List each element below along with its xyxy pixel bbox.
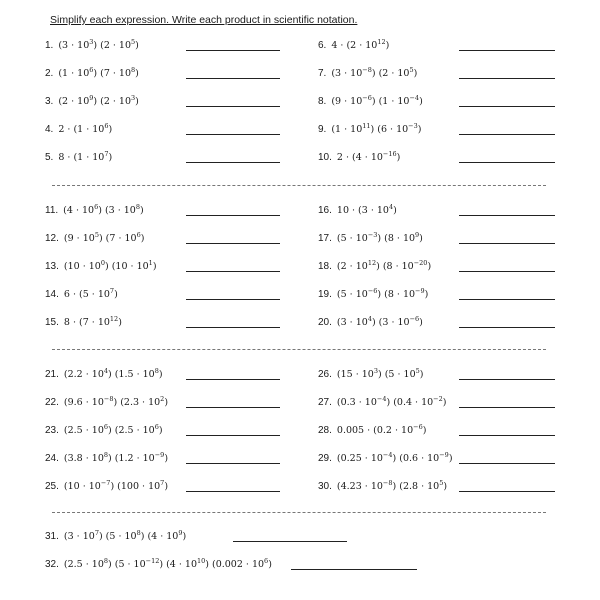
problem-expression: $6 \cdot (5 \cdot 10^7)$ (63, 287, 118, 300)
exponent: 3 (373, 367, 378, 375)
problem-8 (318, 96, 423, 108)
problem-expression: $(2.5 \cdot 10^8)$ $(5 \cdot 10^{-12})$ $(4 \cdot 10^{10})$ $(0.002 \cdot 10^6)$ (63, 557, 272, 570)
problem-4 (45, 124, 112, 136)
exponent: −16 (382, 150, 397, 158)
problem-1 (45, 40, 139, 52)
exponent: 0 (100, 259, 105, 267)
answer-blank-24[interactable] (186, 463, 280, 464)
problem-expression: $(9.6 \cdot 10^{-8})$ $(2.3 \cdot 10^2)$ (63, 395, 169, 408)
problem-number: 10. (318, 152, 332, 163)
problem-expression: $4 \cdot (2 \cdot 10^{12})$ (331, 38, 390, 51)
answer-blank-3[interactable] (186, 106, 280, 107)
problem-expression: $(9 \cdot 10^{-6})$ $(1 \cdot 10^{-4})$ (331, 94, 423, 107)
exponent: −6 (409, 315, 420, 323)
answer-blank-15[interactable] (186, 327, 280, 328)
problem-number: 31. (45, 531, 59, 542)
answer-blank-17[interactable] (459, 243, 555, 244)
problem-number: 5. (45, 152, 54, 163)
exponent: 8 (103, 557, 109, 565)
problem-18 (318, 261, 431, 273)
problem-expression: $(9 \cdot 10^5)$ $(7 \cdot 10^6)$ (63, 231, 145, 244)
problem-25 (45, 481, 168, 493)
answer-blank-18[interactable] (459, 271, 555, 272)
problem-number: 17. (318, 233, 332, 244)
exponent: 8 (154, 367, 159, 375)
problem-number: 13. (45, 261, 59, 272)
exponent: 8 (131, 66, 136, 74)
problem-number: 14. (45, 289, 59, 300)
problem-30 (318, 481, 447, 493)
answer-blank-27[interactable] (459, 407, 555, 408)
answer-blank-5[interactable] (186, 162, 280, 163)
exponent: 12 (377, 38, 386, 46)
exponent: 5 (415, 367, 420, 375)
exponent: 5 (94, 231, 99, 239)
problem-9 (318, 124, 421, 136)
problem-number: 3. (45, 96, 54, 107)
exponent: −9 (439, 451, 449, 459)
answer-blank-7[interactable] (459, 78, 555, 79)
exponent: 4 (388, 203, 394, 211)
problem-number: 12. (45, 233, 59, 244)
problem-number: 8. (318, 96, 327, 107)
exponent: 3 (131, 94, 136, 102)
problem-number: 7. (318, 68, 327, 79)
problem-number: 4. (45, 124, 54, 135)
exponent: 12 (109, 315, 119, 323)
problem-expression: $(3 \cdot 10^7)$ $(5 \cdot 10^8)$ $(4 \cdot 10^9)$ (63, 529, 187, 542)
exponent: 2 (160, 395, 165, 403)
problem-expression: $(1 \cdot 10^{11})$ $(6 \cdot 10^{-3})$ (331, 122, 422, 135)
problem-24 (45, 453, 168, 465)
problem-31 (45, 531, 186, 543)
problem-32 (45, 559, 272, 571)
exponent: 3 (89, 38, 94, 46)
problem-number: 22. (45, 397, 59, 408)
exponent: 6 (154, 423, 159, 431)
answer-blank-6[interactable] (459, 50, 555, 51)
problem-expression: $(2.5 \cdot 10^6)$ $(2.5 \cdot 10^6)$ (63, 423, 163, 436)
problem-number: 2. (45, 68, 54, 79)
answer-blank-1[interactable] (186, 50, 280, 51)
exponent: 6 (104, 122, 109, 130)
problem-2 (45, 68, 139, 80)
problem-21 (45, 369, 163, 381)
problem-10 (318, 152, 400, 164)
exponent: −8 (362, 66, 372, 74)
exponent: −4 (376, 395, 387, 403)
answer-blank-21[interactable] (186, 379, 280, 380)
problem-expression: $10 \cdot (3 \cdot 10^4)$ (336, 203, 397, 216)
problem-expression: $(0.25 \cdot 10^{-4})$ $(0.6 \cdot 10^{-9})$ (336, 451, 453, 464)
problem-20 (318, 317, 423, 329)
exponent: 7 (160, 479, 165, 487)
answer-blank-25[interactable] (186, 491, 280, 492)
exponent: −8 (103, 395, 114, 403)
answer-blank-13[interactable] (186, 271, 280, 272)
problem-number: 32. (45, 559, 59, 570)
problem-expression: $(1 \cdot 10^6)$ $(7 \cdot 10^8)$ (58, 66, 139, 79)
problem-expression: $(0.3 \cdot 10^{-4})$ $(0.4 \cdot 10^{-2})$ (336, 395, 447, 408)
problem-number: 21. (45, 369, 59, 380)
answer-blank-26[interactable] (459, 379, 555, 380)
problem-number: 26. (318, 369, 332, 380)
answer-blank-20[interactable] (459, 327, 555, 328)
exponent: 8 (135, 203, 140, 211)
problem-expression: $(4.23 \cdot 10^{-8})$ $(2.8 \cdot 10^5)$ (336, 479, 448, 492)
answer-blank-2[interactable] (186, 78, 280, 79)
problem-expression: $(10 \cdot 10^0)$ $(10 \cdot 10^1)$ (63, 259, 157, 272)
exponent: 5 (439, 479, 444, 487)
problem-15 (45, 317, 122, 329)
problem-17 (318, 233, 423, 245)
problem-number: 20. (318, 317, 332, 328)
problem-number: 9. (318, 124, 327, 135)
problem-19 (318, 289, 428, 301)
problem-expression: $(3 \cdot 10^4)$ $(3 \cdot 10^{-6})$ (336, 315, 423, 328)
exponent: −2 (433, 395, 443, 403)
problem-expression: $(5 \cdot 10^{-3})$ $(8 \cdot 10^9)$ (336, 231, 423, 244)
exponent: 6 (136, 231, 141, 239)
problem-number: 1. (45, 40, 54, 51)
exponent: −9 (415, 287, 425, 295)
answer-blank-29[interactable] (459, 463, 555, 464)
exponent: −3 (367, 231, 378, 239)
problem-expression: $(2.2 \cdot 10^4)$ $(1.5 \cdot 10^8)$ (63, 367, 163, 380)
exponent: 4 (367, 315, 372, 323)
exponent: 10 (196, 557, 206, 565)
problem-expression: $(2 \cdot 10^9)$ $(2 \cdot 10^3)$ (58, 94, 139, 107)
answer-blank-14[interactable] (186, 299, 280, 300)
problem-11 (45, 205, 144, 217)
exponent: 4 (103, 367, 109, 375)
exponent: −3 (408, 122, 418, 130)
problem-3 (45, 96, 139, 108)
exponent: −4 (409, 94, 420, 102)
exponent: 7 (109, 287, 115, 295)
exponent: −7 (100, 479, 111, 487)
problem-number: 27. (318, 397, 332, 408)
exponent: −6 (367, 287, 378, 295)
answer-blank-28[interactable] (459, 435, 555, 436)
problem-expression: $8 \cdot (1 \cdot 10^7)$ (58, 150, 113, 163)
problem-28 (318, 425, 426, 437)
exponent: 6 (264, 557, 269, 565)
problem-expression: $8 \cdot (7 \cdot 10^{12})$ (63, 315, 122, 328)
exponent: −12 (145, 557, 160, 565)
problem-number: 19. (318, 289, 332, 300)
problem-number: 28. (318, 425, 332, 436)
answer-blank-19[interactable] (459, 299, 555, 300)
problem-number: 23. (45, 425, 59, 436)
problem-expression: $(3 \cdot 10^3)$ $(2 \cdot 10^5)$ (58, 38, 139, 51)
problem-22 (45, 397, 168, 409)
exponent: −6 (413, 423, 423, 431)
problem-expression: $2 \cdot (1 \cdot 10^6)$ (58, 122, 113, 135)
problem-expression: $(2 \cdot 10^{12})$ $(8 \cdot 10^{-20})$ (336, 259, 432, 272)
problem-5 (45, 152, 112, 164)
exponent: −8 (382, 479, 393, 487)
problem-expression: $(3.8 \cdot 10^8)$ $(1.2 \cdot 10^{-9})$ (63, 451, 169, 464)
answer-blank-23[interactable] (186, 435, 280, 436)
exponent: 11 (362, 122, 371, 130)
exponent: −9 (154, 451, 165, 459)
exponent: 6 (94, 203, 99, 211)
exponent: 8 (136, 529, 141, 537)
problem-13 (45, 261, 157, 273)
exponent: 6 (103, 423, 109, 431)
problem-12 (45, 233, 144, 245)
exponent: −4 (382, 451, 393, 459)
problem-6 (318, 40, 389, 52)
answer-blank-9[interactable] (459, 134, 555, 135)
exponent: 5 (409, 66, 414, 74)
problem-number: 30. (318, 481, 332, 492)
exponent: −20 (413, 259, 428, 267)
section-divider (52, 185, 546, 186)
problem-number: 11. (45, 205, 59, 216)
problem-29 (318, 453, 453, 465)
problem-number: 29. (318, 453, 332, 464)
exponent: 8 (103, 451, 109, 459)
problem-27 (318, 397, 446, 409)
answer-blank-10[interactable] (459, 162, 555, 163)
exponent: 6 (89, 66, 94, 74)
exponent: 5 (131, 38, 136, 46)
problem-number: 24. (45, 453, 59, 464)
section-divider (52, 349, 546, 350)
problem-expression: $(15 \cdot 10^3)$ $(5 \cdot 10^5)$ (336, 367, 424, 380)
problem-23 (45, 425, 163, 437)
problem-number: 25. (45, 481, 59, 492)
answer-blank-22[interactable] (186, 407, 280, 408)
answer-blank-4[interactable] (186, 134, 280, 135)
answer-blank-30[interactable] (459, 491, 555, 492)
problem-16 (318, 205, 397, 217)
problem-number: 16. (318, 205, 332, 216)
answer-blank-8[interactable] (459, 106, 555, 107)
exponent: 9 (178, 529, 183, 537)
exponent: 7 (104, 150, 109, 158)
problem-expression: $(5 \cdot 10^{-6})$ $(8 \cdot 10^{-9})$ (336, 287, 429, 300)
problem-expression: $0.005 \cdot (0.2 \cdot 10^{-6})$ (336, 423, 427, 436)
problem-expression: $(3 \cdot 10^{-8})$ $(2 \cdot 10^5)$ (331, 66, 418, 79)
problem-number: 18. (318, 261, 332, 272)
answer-blank-11[interactable] (186, 215, 280, 216)
problem-number: 6. (318, 40, 327, 51)
worksheet-instructions: Simplify each expression. Write each product in scientific notation. (50, 14, 358, 26)
problem-expression: $(10 \cdot 10^{-7})$ $(100 \cdot 10^7)$ (63, 479, 169, 492)
answer-blank-16[interactable] (459, 215, 555, 216)
exponent: −6 (362, 94, 372, 102)
answer-blank-31[interactable] (233, 541, 347, 542)
answer-blank-32[interactable] (291, 569, 417, 570)
problem-number: 15. (45, 317, 59, 328)
exponent: 1 (148, 259, 153, 267)
exponent: 9 (415, 231, 420, 239)
problem-expression: $2 \cdot (4 \cdot 10^{-16})$ (336, 150, 401, 163)
exponent: 9 (89, 94, 94, 102)
section-divider (52, 512, 546, 513)
problem-14 (45, 289, 118, 301)
problem-26 (318, 369, 423, 381)
exponent: 7 (94, 529, 99, 537)
exponent: 12 (367, 259, 377, 267)
problem-7 (318, 68, 417, 80)
problem-expression: $(4 \cdot 10^6)$ $(3 \cdot 10^8)$ (63, 203, 144, 216)
answer-blank-12[interactable] (186, 243, 280, 244)
